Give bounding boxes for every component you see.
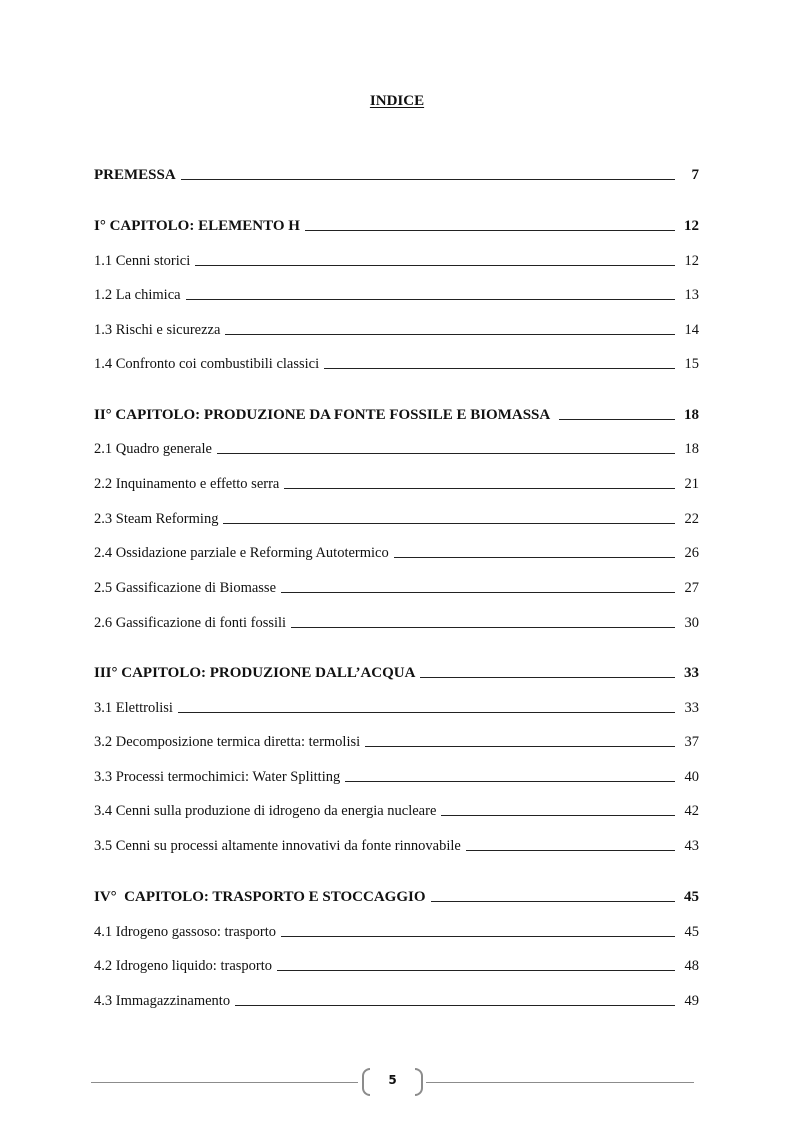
toc-entry-2-3[interactable] (94, 507, 699, 527)
leader-line (394, 557, 675, 558)
leader-line (466, 850, 675, 851)
page-number: 5 (388, 1073, 397, 1087)
toc-entry-3-5[interactable] (94, 834, 699, 854)
toc-entry-page: 13 (684, 287, 699, 303)
leader-line (324, 368, 675, 369)
toc-entry-page: 26 (684, 545, 699, 561)
toc-entry-1-4[interactable] (94, 352, 699, 372)
toc-entry-label: 3.3 Processi termochimici: Water Splitting (94, 769, 341, 785)
toc-entry-page: 14 (684, 322, 699, 338)
toc-entry-page: 7 (691, 167, 699, 183)
toc-entry-label: 3.1 Elettrolisi (94, 700, 173, 716)
toc-entry-label: 3.2 Decomposizione termica diretta: termolisi (94, 734, 361, 750)
toc-entry-page: 45 (684, 889, 699, 905)
leader-line (431, 901, 675, 902)
right-brace-icon (415, 1068, 423, 1096)
leader-line (305, 230, 675, 231)
leader-line (365, 746, 675, 747)
leader-line (559, 419, 675, 420)
leader-line (195, 265, 675, 266)
toc-entry-page: 37 (684, 734, 699, 750)
footer-rule-left (91, 1082, 358, 1083)
toc-entry-3-2[interactable] (94, 730, 699, 750)
leader-line (281, 936, 675, 937)
leader-line (277, 970, 675, 971)
toc-entry-1-1[interactable] (94, 249, 699, 269)
toc-entry-label: 2.4 Ossidazione parziale e Reforming Autotermico (94, 545, 389, 561)
toc-entry-label: 4.1 Idrogeno gassoso: trasporto (94, 924, 277, 940)
leader-line (420, 677, 675, 678)
leader-line (441, 815, 675, 816)
toc-entry-label: 2.2 Inquinamento e effetto serra (94, 476, 280, 492)
toc-entry-label: 1.2 La chimica (94, 287, 181, 303)
toc-entry-chapter-3[interactable] (94, 661, 699, 681)
leader-line (284, 488, 675, 489)
leader-line (235, 1005, 675, 1006)
toc-entry-label: 3.4 Cenni sulla produzione di idrogeno da energia nucleare (94, 803, 437, 819)
toc-entry-label: 2.6 Gassificazione di fonti fossili (94, 615, 287, 631)
toc-entry-label: II° CAPITOLO: PRODUZIONE DA FONTE FOSSILE E BIOMASSA (94, 407, 551, 423)
toc-entry-premessa[interactable] (94, 163, 699, 183)
left-brace-icon (362, 1068, 370, 1096)
leader-line (181, 179, 675, 180)
toc-entry-2-1[interactable] (94, 437, 699, 457)
toc-entry-label: 1.1 Cenni storici (94, 253, 191, 269)
toc-entry-label: 2.3 Steam Reforming (94, 511, 219, 527)
toc-entry-label: IV° CAPITOLO: TRASPORTO E STOCCAGGIO (94, 889, 426, 905)
leader-line (345, 781, 675, 782)
toc-entry-chapter-1[interactable] (94, 214, 699, 234)
toc-entry-2-4[interactable] (94, 541, 699, 561)
toc-entry-1-2[interactable] (94, 283, 699, 303)
leader-line (217, 453, 675, 454)
toc-entry-page: 21 (684, 476, 699, 492)
toc-entry-page: 12 (684, 253, 699, 269)
toc-entry-page: 18 (684, 441, 699, 457)
toc-entry-3-4[interactable] (94, 799, 699, 819)
leader-line (178, 712, 675, 713)
leader-line (281, 592, 675, 593)
leader-line (291, 627, 675, 628)
toc-entry-3-1[interactable] (94, 696, 699, 716)
toc-entry-label: 2.5 Gassificazione di Biomasse (94, 580, 277, 596)
toc-entry-label: 3.5 Cenni su processi altamente innovativi da fonte rinnovabile (94, 838, 461, 854)
toc-entry-label: III° CAPITOLO: PRODUZIONE DALL’ACQUA (94, 665, 416, 681)
toc-entry-page: 22 (684, 511, 699, 527)
leader-line (225, 334, 675, 335)
toc-entry-page: 45 (684, 924, 699, 940)
toc-entry-page: 48 (684, 958, 699, 974)
toc-entry-page: 30 (684, 615, 699, 631)
toc-entry-label: I° CAPITOLO: ELEMENTO H (94, 218, 300, 234)
toc-entry-label: 4.2 Idrogeno liquido: trasporto (94, 958, 273, 974)
toc-entry-page: 18 (684, 407, 699, 423)
leader-line (223, 523, 675, 524)
toc-entry-label: 4.3 Immagazzinamento (94, 993, 231, 1009)
toc-entry-page: 49 (684, 993, 699, 1009)
toc-entry-page: 40 (684, 769, 699, 785)
toc-entry-page: 42 (684, 803, 699, 819)
toc-entry-chapter-2[interactable] (94, 403, 699, 423)
toc-entry-4-1[interactable] (94, 920, 699, 940)
toc-entry-page: 43 (684, 838, 699, 854)
footer-rule-right (426, 1082, 694, 1083)
toc-entry-4-2[interactable] (94, 954, 699, 974)
toc-entry-page: 27 (684, 580, 699, 596)
toc-entry-chapter-4[interactable] (94, 885, 699, 905)
leader-line (186, 299, 675, 300)
toc-entry-4-3[interactable] (94, 989, 699, 1009)
toc-entry-label: 1.4 Confronto coi combustibili classici (94, 356, 320, 372)
toc-entry-page: 33 (684, 700, 699, 716)
toc-entry-label: PREMESSA (94, 167, 176, 183)
page-title: INDICE (369, 93, 425, 109)
toc-entry-label: 2.1 Quadro generale (94, 441, 212, 457)
toc-entry-1-3[interactable] (94, 318, 699, 338)
toc-entry-2-2[interactable] (94, 472, 699, 492)
toc-entry-page: 12 (684, 218, 699, 234)
toc-entry-2-6[interactable] (94, 611, 699, 631)
toc-entry-label: 1.3 Rischi e sicurezza (94, 322, 221, 338)
toc-entry-page: 33 (684, 665, 699, 681)
toc-entry-3-3[interactable] (94, 765, 699, 785)
toc-entry-2-5[interactable] (94, 576, 699, 596)
toc-entry-page: 15 (684, 356, 699, 372)
